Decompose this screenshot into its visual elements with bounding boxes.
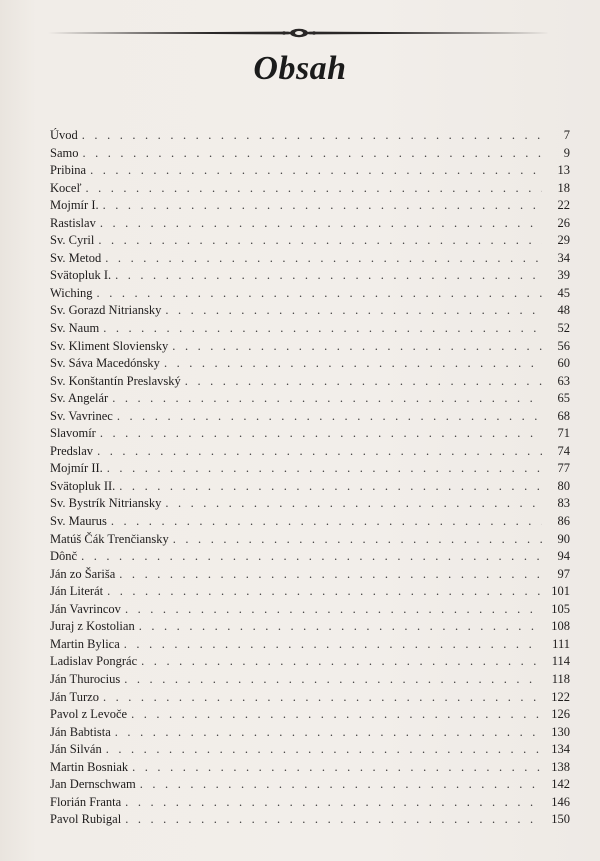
dot-leader bbox=[173, 531, 542, 549]
toc-entry-page-number: 114 bbox=[551, 654, 570, 669]
table-of-contents bbox=[50, 127, 570, 829]
toc-entry-title: Slavomír bbox=[50, 426, 96, 441]
toc-entry bbox=[50, 180, 570, 198]
toc-entry bbox=[50, 531, 570, 549]
dot-leader bbox=[119, 566, 542, 584]
toc-entry-page-number: 97 bbox=[557, 566, 570, 581]
toc-entry-title: Úvod bbox=[50, 128, 78, 142]
dot-leader bbox=[131, 706, 542, 724]
toc-entry bbox=[50, 478, 570, 496]
dot-leader bbox=[103, 320, 542, 338]
dot-leader bbox=[172, 338, 542, 356]
toc-entry-page-number: 45 bbox=[557, 285, 570, 300]
toc-entry-page-number: 34 bbox=[557, 250, 570, 265]
toc-entry bbox=[50, 162, 570, 180]
toc-entry-title: Koceľ bbox=[50, 180, 82, 195]
toc-entry-page-number: 105 bbox=[551, 601, 570, 616]
toc-entry-title: Sv. Sáva Macedónsky bbox=[50, 356, 160, 371]
dot-leader bbox=[117, 408, 542, 426]
dot-leader bbox=[100, 215, 542, 233]
toc-entry-page-number: 22 bbox=[557, 198, 570, 213]
toc-entry-page-number: 68 bbox=[557, 408, 570, 423]
toc-entry bbox=[50, 302, 570, 320]
dot-leader bbox=[106, 741, 542, 759]
dot-leader bbox=[140, 776, 542, 794]
toc-entry-page-number: 29 bbox=[557, 233, 570, 248]
toc-entry-page-number: 80 bbox=[557, 478, 570, 493]
toc-entry-title: Sv. Bystrík Nitriansky bbox=[50, 496, 162, 511]
toc-entry bbox=[50, 425, 570, 443]
dot-leader bbox=[125, 794, 542, 812]
dot-leader bbox=[111, 513, 542, 531]
dot-leader bbox=[165, 495, 542, 513]
toc-entry-title: Matúš Čák Trenčiansky bbox=[50, 531, 169, 546]
toc-entry-title: Rastislav bbox=[50, 215, 96, 230]
toc-entry-page-number: 39 bbox=[557, 268, 570, 283]
dot-leader bbox=[81, 548, 542, 566]
dot-leader bbox=[82, 145, 542, 163]
dot-leader bbox=[125, 601, 542, 619]
toc-entry bbox=[50, 338, 570, 356]
toc-entry bbox=[50, 653, 570, 671]
dot-leader bbox=[97, 443, 542, 461]
toc-entry-title: Jan Dernschwam bbox=[50, 777, 136, 792]
toc-entry-page-number: 126 bbox=[551, 707, 570, 722]
dot-leader bbox=[107, 460, 542, 478]
toc-entry-page-number: 83 bbox=[557, 496, 570, 511]
toc-entry-title: Florián Franta bbox=[50, 794, 122, 809]
toc-entry-title: Ján Vavrincov bbox=[50, 601, 121, 616]
toc-entry-page-number: 90 bbox=[557, 531, 570, 546]
toc-entry bbox=[50, 390, 570, 408]
dot-leader bbox=[164, 355, 542, 373]
dot-leader bbox=[139, 618, 542, 636]
dot-leader bbox=[185, 373, 542, 391]
toc-entry-page-number: 13 bbox=[557, 163, 570, 178]
page-title: Obsah bbox=[253, 50, 347, 87]
toc-entry-title: Sv. Cyril bbox=[50, 233, 95, 248]
toc-entry bbox=[50, 250, 570, 268]
toc-entry-title: Svätopluk II. bbox=[50, 478, 116, 493]
toc-entry-title: Juraj z Kostolian bbox=[50, 619, 135, 634]
toc-entry bbox=[50, 373, 570, 391]
toc-entry-page-number: 108 bbox=[551, 619, 570, 634]
toc-entry bbox=[50, 267, 570, 285]
toc-entry-page-number: 111 bbox=[552, 636, 570, 651]
toc-entry bbox=[50, 724, 570, 742]
toc-entry bbox=[50, 285, 570, 303]
toc-entry-page-number: 94 bbox=[557, 549, 570, 564]
decorative-rule-ornament bbox=[48, 28, 550, 38]
toc-entry-title: Ján Thurocius bbox=[50, 671, 121, 686]
toc-entry-page-number: 48 bbox=[557, 303, 570, 318]
toc-entry bbox=[50, 513, 570, 531]
toc-entry-title: Mojmír I. bbox=[50, 198, 99, 213]
dot-leader bbox=[115, 724, 542, 742]
toc-entry bbox=[50, 566, 570, 584]
toc-entry bbox=[50, 320, 570, 338]
toc-entry bbox=[50, 495, 570, 513]
toc-entry bbox=[50, 215, 570, 233]
toc-entry-title: Martin Bylica bbox=[50, 636, 120, 651]
toc-entry-page-number: 63 bbox=[557, 373, 570, 388]
dot-leader bbox=[97, 285, 542, 303]
toc-entry-title: Sv. Metod bbox=[50, 250, 102, 265]
toc-entry-page-number: 134 bbox=[551, 742, 570, 757]
toc-entry-title: Pribina bbox=[50, 163, 87, 178]
toc-entry bbox=[50, 232, 570, 250]
toc-entry-page-number: 130 bbox=[551, 724, 570, 739]
dot-leader bbox=[82, 127, 542, 145]
toc-entry-page-number: 138 bbox=[551, 759, 570, 774]
toc-entry-title: Wiching bbox=[50, 285, 93, 300]
toc-entry-title: Ján Babtista bbox=[50, 724, 111, 739]
toc-entry-title: Sv. Maurus bbox=[50, 514, 107, 529]
toc-entry bbox=[50, 355, 570, 373]
toc-entry bbox=[50, 443, 570, 461]
toc-entry bbox=[50, 741, 570, 759]
dot-leader bbox=[132, 759, 542, 777]
toc-entry bbox=[50, 759, 570, 777]
toc-entry-title: Ladislav Pongrác bbox=[50, 654, 138, 669]
toc-entry-page-number: 60 bbox=[557, 356, 570, 371]
toc-entry-page-number: 52 bbox=[557, 321, 570, 336]
toc-entry-page-number: 71 bbox=[557, 426, 570, 441]
toc-entry-title: Ján Silván bbox=[50, 742, 102, 757]
toc-entry bbox=[50, 197, 570, 215]
toc-entry-title: Mojmír II. bbox=[50, 461, 103, 476]
dot-leader bbox=[100, 425, 542, 443]
toc-entry-page-number: 74 bbox=[557, 443, 570, 458]
toc-entry-title: Svätopluk I. bbox=[50, 268, 112, 283]
toc-entry-title: Sv. Gorazd Nitriansky bbox=[50, 303, 162, 318]
toc-entry-title: Ján Turzo bbox=[50, 689, 99, 704]
dot-leader bbox=[90, 162, 542, 180]
toc-entry-page-number: 86 bbox=[557, 514, 570, 529]
toc-entry-title: Ján Literát bbox=[50, 584, 104, 599]
toc-entry-title: Pavol Rubigal bbox=[50, 812, 122, 827]
dot-leader bbox=[103, 197, 542, 215]
dot-leader bbox=[105, 250, 542, 268]
dot-leader bbox=[141, 653, 542, 671]
toc-entry-title: Sv. Angelár bbox=[50, 391, 109, 406]
toc-entry-page-number: 77 bbox=[557, 461, 570, 476]
toc-entry-page-number: 18 bbox=[557, 180, 570, 195]
toc-entry-page-number: 122 bbox=[551, 689, 570, 704]
toc-entry-title: Ján zo Šariša bbox=[50, 566, 116, 581]
dot-leader bbox=[103, 689, 542, 707]
dot-leader bbox=[112, 390, 542, 408]
toc-entry-title: Sv. Naum bbox=[50, 321, 100, 336]
toc-entry-title: Martin Bosniak bbox=[50, 759, 129, 774]
toc-entry-page-number: 101 bbox=[551, 584, 570, 599]
toc-entry bbox=[50, 583, 570, 601]
toc-entry-page-number: 65 bbox=[557, 391, 570, 406]
toc-entry-title: Sv. Kliment Sloviensky bbox=[50, 338, 169, 353]
toc-entry bbox=[50, 811, 570, 829]
toc-entry bbox=[50, 408, 570, 426]
toc-entry-page-number: 150 bbox=[551, 812, 570, 827]
toc-entry-page-number: 118 bbox=[551, 671, 570, 686]
toc-entry-page-number: 7 bbox=[563, 128, 570, 142]
toc-entry bbox=[50, 145, 570, 163]
dot-leader bbox=[115, 267, 542, 285]
toc-entry-page-number: 56 bbox=[557, 338, 570, 353]
toc-entry-page-number: 9 bbox=[563, 145, 570, 160]
dot-leader bbox=[124, 671, 542, 689]
toc-entry bbox=[50, 689, 570, 707]
toc-entry bbox=[50, 601, 570, 619]
toc-entry bbox=[50, 636, 570, 654]
toc-entry-title: Pavol z Levoče bbox=[50, 707, 128, 722]
dot-leader bbox=[85, 180, 542, 198]
dot-leader bbox=[125, 811, 542, 829]
toc-entry bbox=[50, 127, 570, 145]
dot-leader bbox=[124, 636, 542, 654]
toc-entry-page-number: 26 bbox=[557, 215, 570, 230]
toc-entry-title: Predslav bbox=[50, 443, 94, 458]
toc-entry-title: Dônč bbox=[50, 549, 78, 564]
toc-entry bbox=[50, 618, 570, 636]
toc-entry-page-number: 142 bbox=[551, 777, 570, 792]
toc-entry bbox=[50, 706, 570, 724]
toc-entry bbox=[50, 776, 570, 794]
toc-entry-title: Samo bbox=[50, 145, 79, 160]
dot-leader bbox=[98, 232, 542, 250]
toc-entry bbox=[50, 460, 570, 478]
toc-entry bbox=[50, 794, 570, 812]
toc-entry-title: Sv. Vavrinec bbox=[50, 408, 113, 423]
toc-entry-title: Sv. Konštantín Preslavský bbox=[50, 373, 181, 388]
toc-entry bbox=[50, 671, 570, 689]
toc-entry-page-number: 146 bbox=[551, 794, 570, 809]
dot-leader bbox=[119, 478, 542, 496]
dot-leader bbox=[165, 302, 542, 320]
toc-entry bbox=[50, 548, 570, 566]
dot-leader bbox=[107, 583, 542, 601]
